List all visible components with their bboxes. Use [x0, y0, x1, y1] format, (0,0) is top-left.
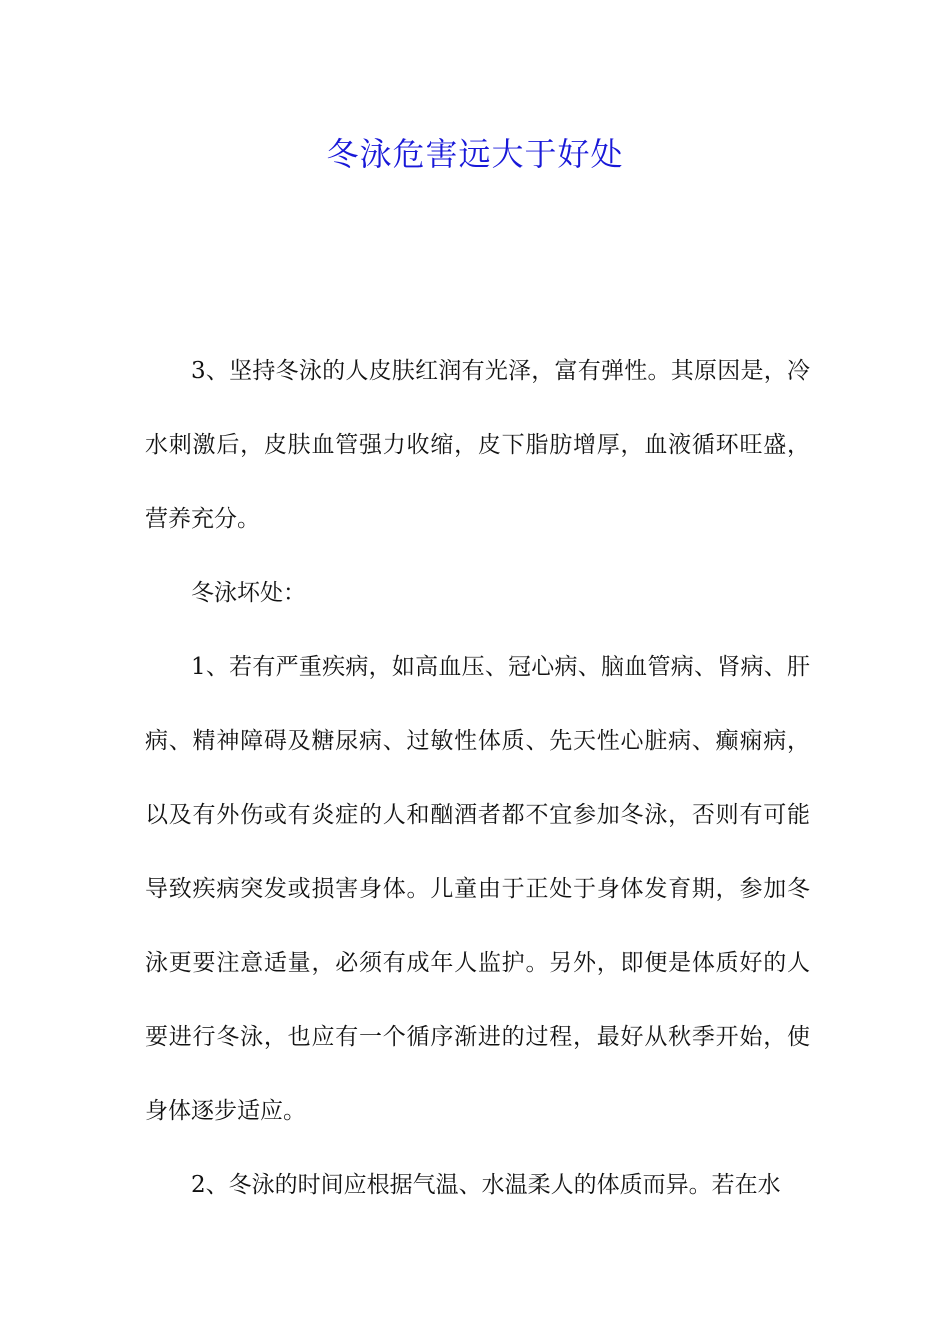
paragraph-harm-1: 1、若有严重疾病，如高血压、冠心病、脑血管病、肾病、肝病、精神障碍及糖尿病、过敏性体质、先天性心脏病、癫痫病，以及有外伤或有炎症的人和酗酒者都不宜参加冬泳，否则有可能导致疾病突发或损害身体。儿童由于正处于身体发育期，参加冬泳更要注意适量，必须有成年人监护。另外，即便是体质好的人要进行冬泳，也应有一个循序渐进的过程，最好从秋季开始，使身体逐步适应。 — [145, 654, 810, 1124]
document-body — [145, 334, 810, 1222]
paragraph-harms-heading: 冬泳坏处： — [191, 580, 306, 606]
paragraph-skin-benefit: 3、坚持冬泳的人皮肤红润有光泽，富有弹性。其原因是，冷水刺激后，皮肤血管强力收缩，皮下脂肪增厚，血液循环旺盛，营养充分。 — [145, 358, 810, 532]
paragraph-harm-2: 2、冬泳的时间应根据气温、水温柔人的体质而异。若在水 — [191, 1172, 781, 1198]
document-title: 冬泳危害远大于好处 — [326, 135, 624, 173]
